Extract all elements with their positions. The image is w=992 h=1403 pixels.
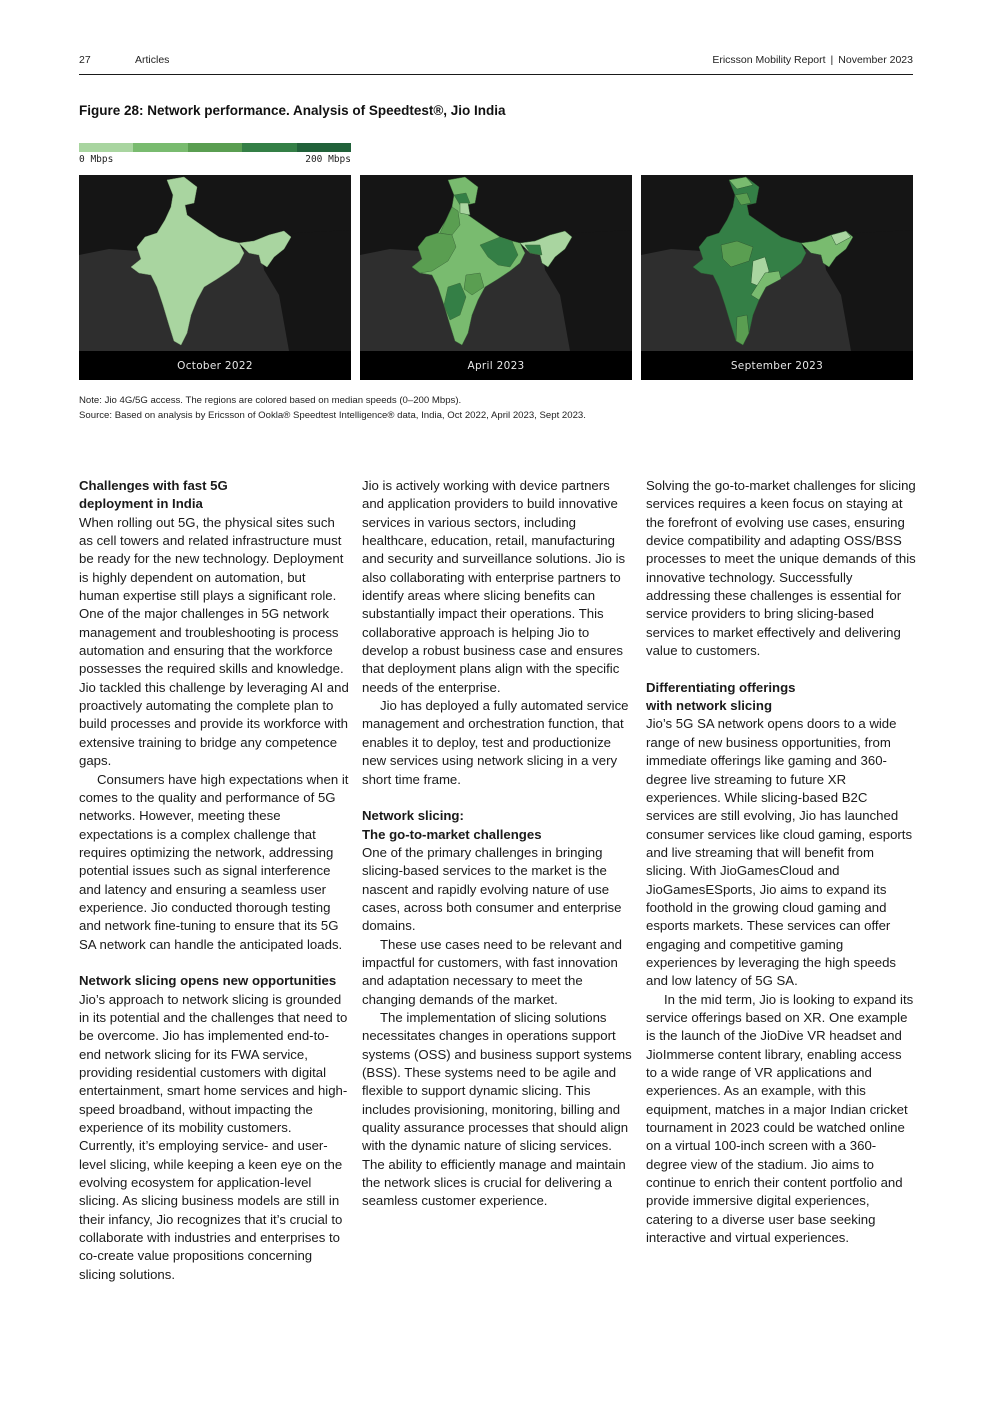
figure-note: Note: Jio 4G/5G access. The regions are colored based on median speeds (0–200 Mbps). <box>79 395 462 406</box>
speed-legend <box>79 143 351 165</box>
figure-source: Source: Based on analysis by Ericsson of Ookla® Speedtest Intelligence® data, India, Oct 2022, April 2023, Sept 2023. <box>79 410 586 421</box>
section-heading: Network slicing opens new opportunities <box>79 973 337 989</box>
section-label: Articles <box>135 54 170 66</box>
paragraph: The implementation of slicing solutions necessitates changes in operations support systems (OSS) and business support systems (BSS). These systems need to be agile and flexible to support dynamic slicing. This includes provisioning, monitoring, billing and quality assurance processes that should align with the dynamic nature of slicing services. <box>362 1009 632 1154</box>
paragraph: Solving the go-to-market challenges for slicing services requires a keen focus on staying at the forefront of evolving use cases, ensuring device compatibility and adapting OSS/BSS processes to meet the unique demands of this innovative technology. Successfully addressing these challenges is essential for service providers to bring slicing-based services to market effectively and delivering value to customers. <box>646 478 916 659</box>
section-heading: Differentiating offerings with network slicing <box>646 679 796 714</box>
map-october-2022 <box>79 175 351 380</box>
paragraph: Jio has deployed a fully automated service management and orchestration function, that enables it to deploy, test and productionize new services using network slicing in a very short time frame. <box>362 698 629 787</box>
report-date: November 2023 <box>838 54 913 66</box>
article-column-2 <box>362 477 632 1211</box>
india-map-image <box>641 175 913 351</box>
paragraph: Jio’s approach to network slicing is grounded in its potential and the challenges that need to be overcome. Jio has implemented end-to-end network slicing for its FWA service, providing residential customers with digital entertainment, smart home services and high-speed broadband, without impacting the experience of its mobility customers. Currently, it’s employing service- and user-level slicing, while keeping a keen eye on the evolving ecosystem for application-level slicing. As slicing business models are still in their infancy, Jio recognizes that it’s crucial to collaborate with industries and enterprises to co-create value propositions concerning slicing solutions. <box>79 991 348 1282</box>
paragraph: These use cases need to be relevant and impactful for customers, with fast innovation and adaptation necessary to meet the changing demands of the market. <box>362 936 622 1007</box>
legend-max-label: 200 Mbps <box>305 154 351 165</box>
map-caption: October 2022 <box>79 351 351 380</box>
paragraph: The ability to efficiently manage and maintain the network slices is crucial for delivering a seamless customer experience. <box>362 1156 626 1209</box>
paragraph: Jio’s 5G SA network opens doors to a wide range of new business opportunities, from immediate offerings like gaming and 360-degree live streaming to future XR experiences. While slicing-based B2C services are still evolving, Jio has launched consumer services like cloud gaming, esports and live streaming that will benefit from slicing. With JioGamesCloud and JioGamesESports, Jio aims to expand its foothold in the growing cloud gaming and esports markets. These services can offer engaging and competitive gaming experiences by leveraging the high speeds and low latency of 5G SA. <box>646 716 913 989</box>
paragraph: Jio is actively working with device partners and application providers to build innovative services in various sectors, including healthcare, education, retail, manufacturing and security and surveillance solutions. Jio is also collaborating with enterprise partners to identify areas where slicing benefits can substantially impact their operations. This collaborative approach is helping Jio to develop a robust business case and ensures that deployment plans align with the specific needs of the enterprise. <box>362 478 626 695</box>
article-column-3 <box>646 477 916 1247</box>
page-number: 27 <box>79 54 91 66</box>
map-april-2023 <box>360 175 632 380</box>
header-separator: | <box>830 54 834 66</box>
paragraph: One of the primary challenges in bringing slicing-based services to the market is the nascent and rapidly evolving nature of use cases, across both consumer and enterprise domains. <box>362 844 622 934</box>
india-map-image <box>79 175 351 351</box>
article-column-1 <box>79 477 349 1284</box>
map-september-2023 <box>641 175 913 380</box>
legend-swatch-1 <box>79 143 133 152</box>
report-name: Ericsson Mobility Report <box>712 54 826 66</box>
paragraph: In the mid term, Jio is looking to expand its service offerings based on XR. One example is the launch of the JioDive VR headset and JioImmerse content library, enabling access to a wide range of VR applications and experiences. As an example, with this equipment, matches in a major Indian cricket tournament in 2023 could be watched online on a virtual 100-inch screen with a 360-degree view of the stadium. Jio aims to continue to enrich their content portfolio and provide immersive digital experiences, catering to a diverse user base seeking interactive and virtual experiences. <box>646 991 914 1246</box>
legend-swatch-2 <box>133 143 187 152</box>
map-caption: September 2023 <box>641 351 913 380</box>
report-title <box>712 54 913 66</box>
india-map-image <box>360 175 632 351</box>
map-caption: April 2023 <box>360 351 632 380</box>
section-heading: Network slicing: The go-to-market challenges <box>362 808 542 842</box>
paragraph: When rolling out 5G, the physical sites such as cell towers and related infrastructure must be ready for the new technology. Deployment is highly dependent on automation, but human expertise still plays a significant role. One of the major challenges in 5G network management and troubleshooting is process automation and ensuring that the workforce possesses the required skills and knowledge. Jio tackled this challenge by leveraging AI and proactively automating the complete plan to build processes and provide its workforce with extensive training to bridge any competence gaps. <box>79 514 349 769</box>
legend-color-scale <box>79 143 351 152</box>
legend-min-label: 0 Mbps <box>79 154 114 165</box>
map-panels <box>79 175 913 380</box>
paragraph: Consumers have high expectations when it comes to the quality and performance of 5G networks. However, meeting these expectations is a complex challenge that requires optimizing the network, addressing potential issues such as signal interference and latency and ensuring a seamless user experience. Jio conducted thorough testing and network fine-tuning to ensure that its 5G SA network can handle the anticipated loads. <box>79 771 349 952</box>
legend-swatch-4 <box>242 143 296 152</box>
figure-notes <box>79 393 586 423</box>
section-heading: Challenges with fast 5G deployment in India <box>79 478 228 512</box>
figure-title: Figure 28: Network performance. Analysis of Speedtest®, Jio India <box>79 103 506 118</box>
legend-swatch-5 <box>297 143 351 152</box>
legend-swatch-3 <box>188 143 242 152</box>
page-header <box>79 53 913 75</box>
